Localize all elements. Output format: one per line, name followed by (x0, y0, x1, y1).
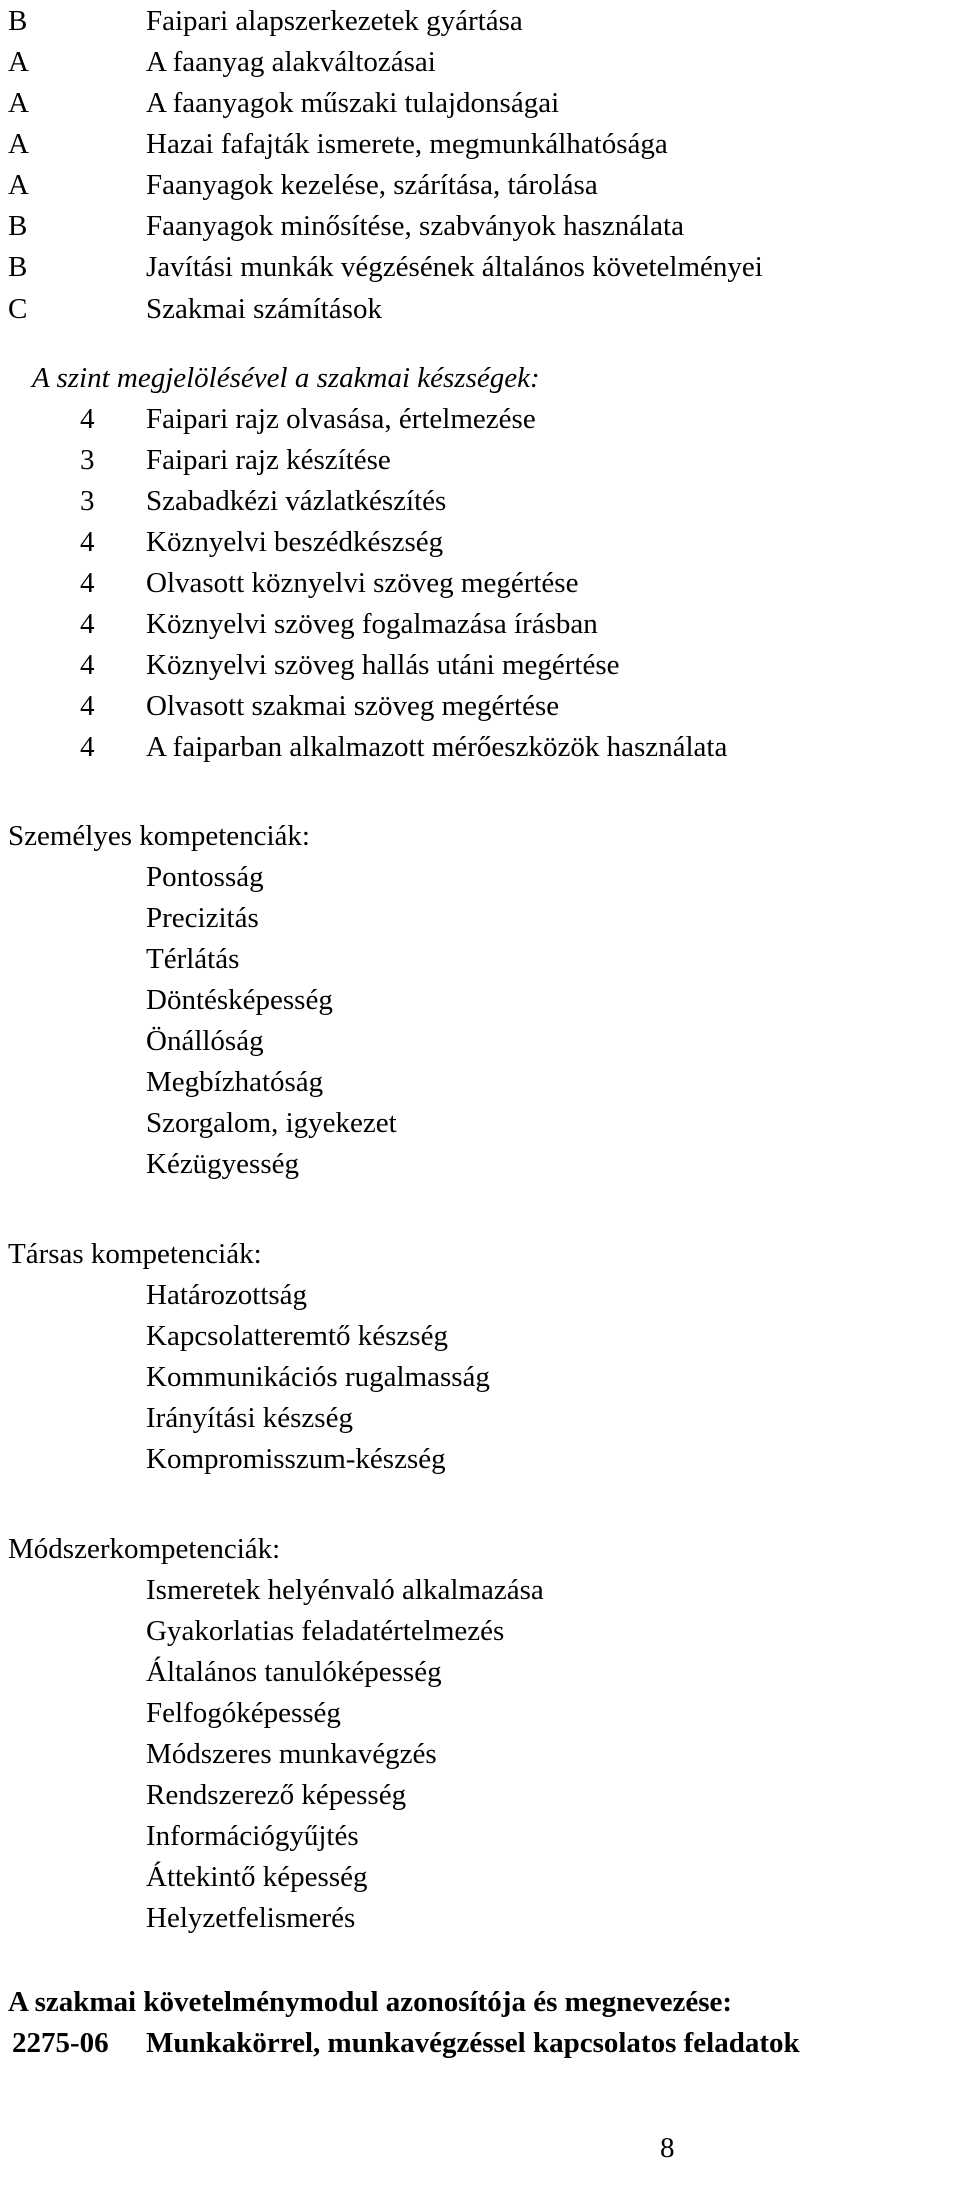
social-competence-item: Kapcsolatteremtő készség (146, 1320, 448, 1352)
social-competence-item: Határozottság (146, 1279, 308, 1311)
knowledge-text: Szakmai számítások (146, 293, 382, 325)
skill-text: Faipari rajz olvasása, értelmezése (146, 403, 536, 435)
level-code: 4 (80, 649, 95, 681)
level-code: 4 (80, 731, 95, 763)
skill-text: Olvasott szakmai szöveg megértése (146, 690, 560, 722)
level-code: 3 (80, 485, 95, 517)
social-competence-item: Irányítási készség (146, 1402, 353, 1434)
social-competence-item: Kommunikációs rugalmasság (146, 1361, 490, 1393)
level-code: A (8, 169, 29, 201)
level-code: A (8, 87, 29, 119)
level-code: B (8, 251, 28, 283)
personal-competence-item: Megbízhatóság (146, 1066, 324, 1098)
knowledge-text: Hazai fafajták ismerete, megmunkálhatósága (146, 128, 668, 160)
personal-competence-item: Precizitás (146, 902, 259, 934)
method-competence-item: Helyzetfelismerés (146, 1902, 356, 1934)
method-competence-item: Rendszerező képesség (146, 1779, 407, 1811)
method-competence-item: Ismeretek helyénvaló alkalmazása (146, 1574, 544, 1606)
method-competence-item: Módszeres munkavégzés (146, 1738, 437, 1770)
module-code: 2275-06 (12, 2027, 109, 2059)
method-competence-item: Áttekintő képesség (146, 1861, 368, 1893)
skill-text: Köznyelvi szöveg hallás utáni megértése (146, 649, 620, 681)
personal-competence-item: Önállóság (146, 1025, 264, 1057)
personal-competence-item: Kézügyesség (146, 1148, 300, 1180)
knowledge-text: Faanyagok kezelése, szárítása, tárolása (146, 169, 598, 201)
page-number: 8 (660, 2132, 675, 2164)
level-code: 4 (80, 608, 95, 640)
knowledge-text: Faanyagok minősítése, szabványok használata (146, 210, 684, 242)
personal-competences-title: Személyes kompetenciák: (8, 820, 310, 852)
level-code: B (8, 5, 28, 37)
social-competence-item: Kompromisszum-készség (146, 1443, 446, 1475)
level-code: 4 (80, 526, 95, 558)
skill-text: Szabadkézi vázlatkészítés (146, 485, 447, 517)
knowledge-text: A faanyagok műszaki tulajdonságai (146, 87, 560, 119)
level-code: 4 (80, 403, 95, 435)
skill-text: Köznyelvi beszédkészség (146, 526, 444, 558)
level-code: A (8, 46, 29, 78)
knowledge-text: Javítási munkák végzésének általános követelményei (146, 251, 763, 283)
method-competence-item: Általános tanulóképesség (146, 1656, 442, 1688)
level-code: A (8, 128, 29, 160)
personal-competence-item: Szorgalom, igyekezet (146, 1107, 397, 1139)
level-code: 4 (80, 567, 95, 599)
method-competence-item: Információgyűjtés (146, 1820, 359, 1852)
knowledge-text: A faanyag alakváltozásai (146, 46, 436, 78)
level-code: 3 (80, 444, 95, 476)
module-title: A szakmai követelménymodul azonosítója és megnevezése: (8, 1986, 733, 2018)
personal-competence-item: Térlátás (146, 943, 240, 975)
skills-heading: A szint megjelölésével a szakmai készségek: (32, 362, 540, 394)
method-competence-item: Felfogóképesség (146, 1697, 341, 1729)
method-competence-item: Gyakorlatias feladatértelmezés (146, 1615, 505, 1647)
personal-competence-item: Döntésképesség (146, 984, 333, 1016)
knowledge-text: Faipari alapszerkezetek gyártása (146, 5, 523, 37)
skill-text: Olvasott köznyelvi szöveg megértése (146, 567, 579, 599)
module-name: Munkakörrel, munkavégzéssel kapcsolatos feladatok (146, 2027, 800, 2059)
skill-text: A faiparban alkalmazott mérőeszközök használata (146, 731, 728, 763)
method-competences-title: Módszerkompetenciák: (8, 1533, 281, 1565)
skill-text: Faipari rajz készítése (146, 444, 391, 476)
level-code: 4 (80, 690, 95, 722)
skill-text: Köznyelvi szöveg fogalmazása írásban (146, 608, 598, 640)
personal-competence-item: Pontosság (146, 861, 264, 893)
social-competences-title: Társas kompetenciák: (8, 1238, 262, 1270)
level-code: C (8, 293, 28, 325)
level-code: B (8, 210, 28, 242)
